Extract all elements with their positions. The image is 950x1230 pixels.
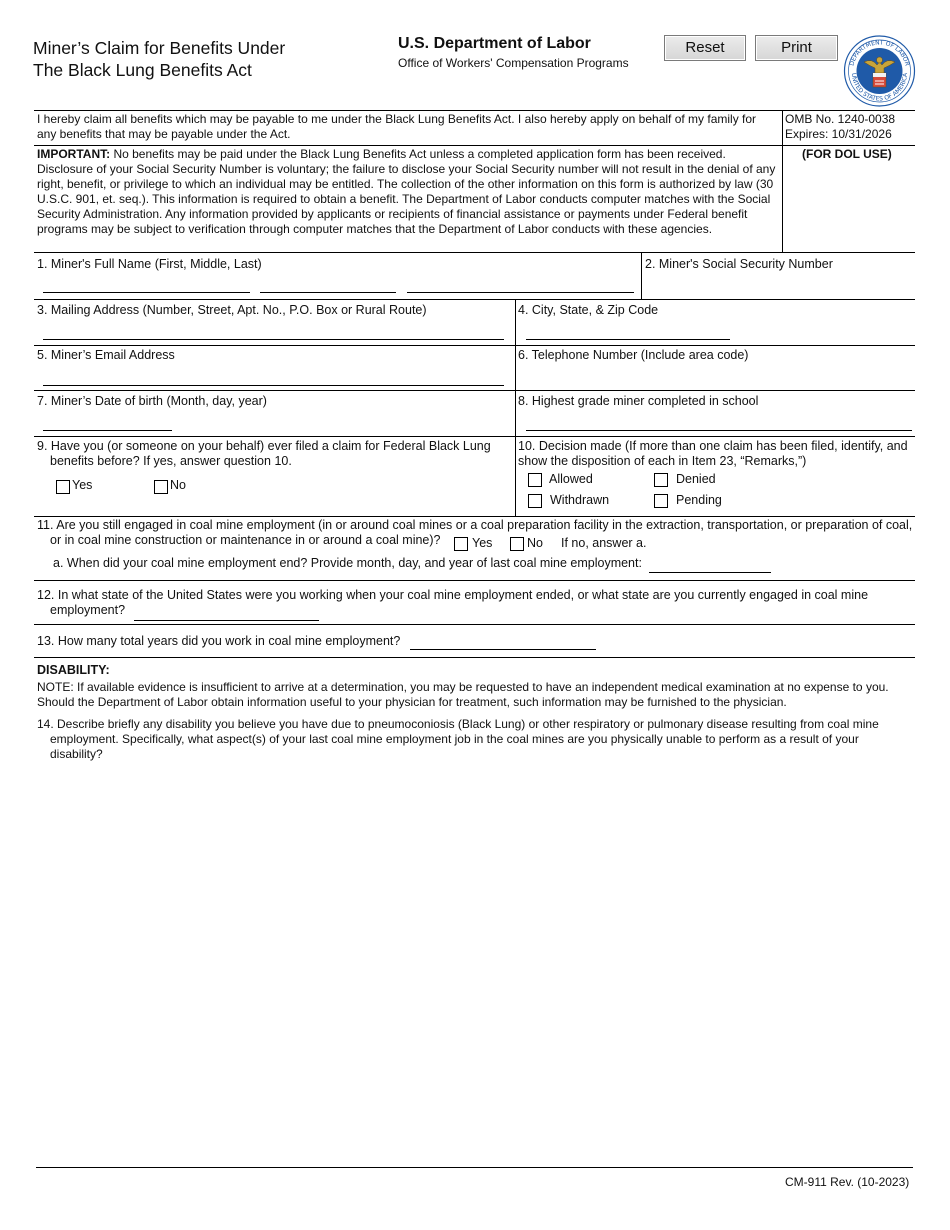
date-of-birth-input[interactable] [43, 430, 172, 431]
form-title-line2: The Black Lung Benefits Act [33, 60, 252, 80]
seal-emblem-icon [842, 35, 917, 107]
q9-label [37, 439, 491, 469]
q11-no-checkbox[interactable] [510, 537, 524, 551]
q7-label: 7. Miner’s Date of birth (Month, day, year) [37, 394, 267, 408]
q4-label: 4. City, State, & Zip Code [518, 303, 659, 317]
important-text: No benefits may be paid under the Black Lung Benefits Act unless a completed application form has been received. Disclosure of your Social Security Number is voluntary; the failure to disclose your Social Security number will not result in the denial of any right, benefit, or privilege to which an individual may be entitled. The collection of the other information on this form is authorized by law (30 U.S.C. 901, et. seq.). This information is required to obtain a benefit. The Department of Labor conducts computer matches with the Social Security Administration. Any information provided by applicants or recipients of financial assistance or payments under Federal benefit programs may be subject to verification through computer matches that the Department of Labor conducts with these agencies. [37, 147, 776, 236]
q6-label: 6. Telephone Number (Include area code) [518, 348, 749, 362]
disability-heading: DISABILITY: [37, 663, 110, 677]
q9-yes-label: Yes [72, 478, 93, 492]
dol-use-label: (FOR DOL USE) [802, 147, 892, 161]
last-name-input[interactable] [407, 292, 634, 293]
office-name: Office of Workers' Compensation Programs [398, 56, 629, 70]
omb-expiration: Expires: 10/31/2026 [785, 127, 892, 141]
email-input[interactable] [43, 385, 504, 386]
telephone-input[interactable] [520, 366, 910, 386]
q10-withdrawn-label: Withdrawn [550, 493, 610, 507]
seal-bottom-text: UNITED STATES OF AMERICA [849, 72, 910, 103]
q14-label [37, 717, 917, 762]
omb-number: OMB No. 1240-0038 [785, 112, 896, 126]
q3-label: 3. Mailing Address (Number, Street, Apt. No., P.O. Box or Rural Route) [37, 303, 427, 317]
highest-grade-input[interactable] [526, 430, 912, 431]
q10-label-line1: 10. Decision made (If more than one claim has been filed, identify, and [518, 439, 908, 453]
q14-label-line1: 14. Describe briefly any disability you believe you have due to pneumoconiosis (Black Lung) or other respiratory or pulmonary disease resulting from coal mine [37, 717, 879, 731]
q10-label [518, 439, 908, 469]
dol-seal [842, 35, 917, 107]
middle-name-input[interactable] [260, 292, 396, 293]
q1-label: 1. Miner's Full Name (First, Middle, Last) [37, 257, 262, 271]
q11-label-line2: or in coal mine construction or maintenance in or around a coal mine)? [50, 533, 441, 547]
q10-allowed-label: Allowed [549, 472, 593, 486]
q12-label-line2: employment? [50, 603, 126, 617]
q9-yes-checkbox[interactable] [56, 480, 70, 494]
q11-if-no-text: If no, answer a. [561, 536, 647, 550]
mailing-address-input[interactable] [43, 339, 504, 340]
city-state-zip-input[interactable] [526, 339, 730, 340]
employment-end-date-input[interactable] [649, 572, 771, 573]
total-years-input[interactable] [410, 649, 596, 650]
print-button[interactable]: Print [755, 35, 838, 61]
q10-label-line2: show the disposition of each in Item 23, “Remarks,”) [518, 454, 807, 468]
q13-label: 13. How many total years did you work in coal mine employment? [37, 634, 401, 648]
ssn-input[interactable] [645, 276, 910, 296]
form-number: CM-911 Rev. (10-2023) [785, 1175, 910, 1189]
agency-name: U.S. Department of Labor [398, 35, 591, 52]
q11-no-label: No [527, 536, 543, 550]
q10-pending-checkbox[interactable] [654, 494, 668, 508]
form-title [33, 37, 285, 81]
q8-label: 8. Highest grade miner completed in school [518, 394, 759, 408]
reset-button[interactable]: Reset [664, 35, 746, 61]
q2-label: 2. Miner's Social Security Number [645, 257, 833, 271]
q10-denied-label: Denied [676, 472, 716, 486]
q11-label-line1: 11. Are you still engaged in coal mine employment (in or around coal mines or a coal preparation facility in the extraction, transportation, or preparation of coal, [37, 518, 913, 532]
important-notice [37, 147, 780, 237]
q10-denied-checkbox[interactable] [654, 473, 668, 487]
first-name-input[interactable] [43, 292, 250, 293]
q9-no-label: No [170, 478, 186, 492]
q10-withdrawn-checkbox[interactable] [528, 494, 542, 508]
q11-yes-checkbox[interactable] [454, 537, 468, 551]
q14-label-line3: disability? [50, 747, 103, 761]
q10-allowed-checkbox[interactable] [528, 473, 542, 487]
important-label: IMPORTANT: [37, 147, 111, 161]
q5-label: 5. Miner’s Email Address [37, 348, 175, 362]
claim-statement: I hereby claim all benefits which may be payable to me under the Black Lung Benefits Act. I also hereby apply on behalf of my family for any benefits that may be payable under the Act. [37, 112, 757, 141]
disability-description-input[interactable] [37, 766, 912, 1161]
disability-note: NOTE: If available evidence is insufficient to arrive at a determination, you may be requested to have an independent medical examination at no expense to you. Should the Department of Labor obtain information useful to your physician for treatment, such information may be furnished to the physician. [37, 680, 889, 709]
q14-label-line2: employment. Specifically, what aspect(s) of your last coal mine employment job in the coal mines are you physically unable to perform as a result of your [50, 732, 859, 746]
q9-no-checkbox[interactable] [154, 480, 168, 494]
form-title-line1: Miner’s Claim for Benefits Under [33, 38, 286, 58]
q9-label-line1: 9. Have you (or someone on your behalf) ever filed a claim for Federal Black Lung [37, 439, 491, 453]
q9-label-line2: benefits before? If yes, answer question 10. [50, 454, 292, 468]
q11-yes-label: Yes [472, 536, 493, 550]
q10-pending-label: Pending [676, 493, 722, 507]
q11a-label: a. When did your coal mine employment end? Provide month, day, and year of last coal mine employment: [53, 556, 642, 570]
q12-label-line1: 12. In what state of the United States were you working when your coal mine employment ended, or what state are you currently engaged in coal mine [37, 588, 869, 602]
seal-top-text: DEPARTMENT OF LABOR [848, 39, 911, 67]
state-of-employment-input[interactable] [134, 620, 319, 621]
